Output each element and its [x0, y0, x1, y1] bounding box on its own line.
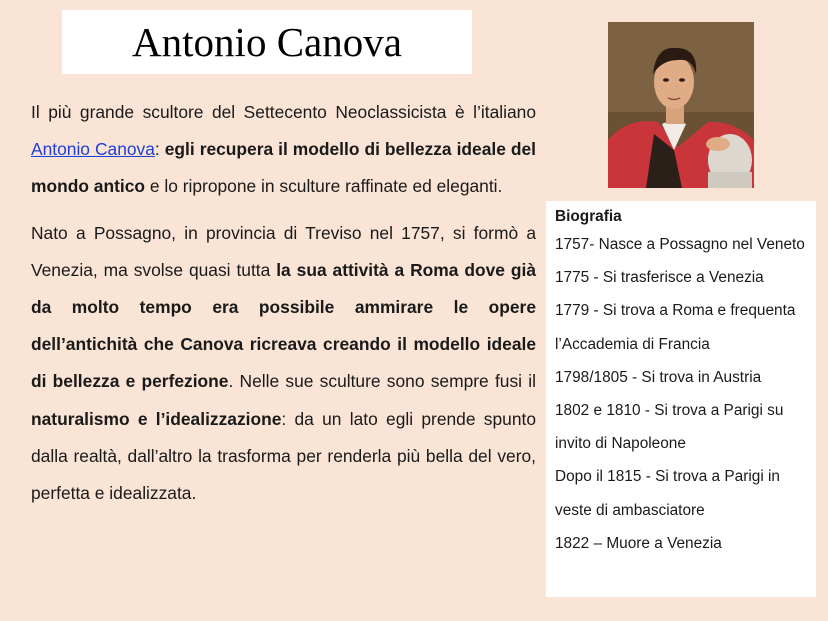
biography-item: 1822 – Muore a Venezia: [555, 534, 722, 552]
canova-portrait-image: [608, 22, 754, 188]
title-box: [62, 10, 472, 74]
intro-paragraph: Il più grande scultore del Settecento Neoclassicista è l’italiano Antonio Canova: egli recupera il modello di bellezza ideale del mondo antico e lo ripropone in sculture raffinate ed eleganti.: [31, 102, 536, 197]
page-title: Antonio Canova: [132, 19, 402, 65]
biography-item: 1775 - Si trasferisce a Venezia: [555, 269, 764, 287]
biography-item: Dopo il 1815 - Si trova a Parigi in veste di ambasciatore: [555, 468, 780, 519]
biography-heading: Biografia: [555, 208, 622, 225]
biography-list: [555, 228, 808, 560]
portrait-illustration: [608, 22, 754, 188]
biography-item: 1802 e 1810 - Si trova a Parigi su invito di Napoleone: [555, 402, 784, 453]
antonio-canova-link[interactable]: Antonio Canova: [31, 139, 155, 160]
biography-item: 1779 - Si trova a Roma e frequenta l’Accademia di Francia: [555, 302, 796, 353]
biography-item: 1757- Nasce a Possagno nel Veneto: [555, 236, 805, 253]
main-text: [31, 94, 536, 512]
biography-item: 1798/1805 - Si trova in Austria: [555, 368, 762, 386]
life-paragraph: Nato a Possagno, in provincia di Treviso nel 1757, si formò a Venezia, ma svolse quasi tutta la sua attività a Roma dove già da molto tempo era possibile ammirare le opere dell’antichità che Canova ricreava creando il modello ideale di bellezza e perfezione. Nelle sue sculture sono sempre fusi il naturalismo e l’idealizzazione: da un lato egli prende spunto dalla realtà, dall’altro la trasforma per renderla più bella del vero, perfetta e idealizzata.: [31, 222, 536, 504]
biography-box: [546, 201, 816, 597]
